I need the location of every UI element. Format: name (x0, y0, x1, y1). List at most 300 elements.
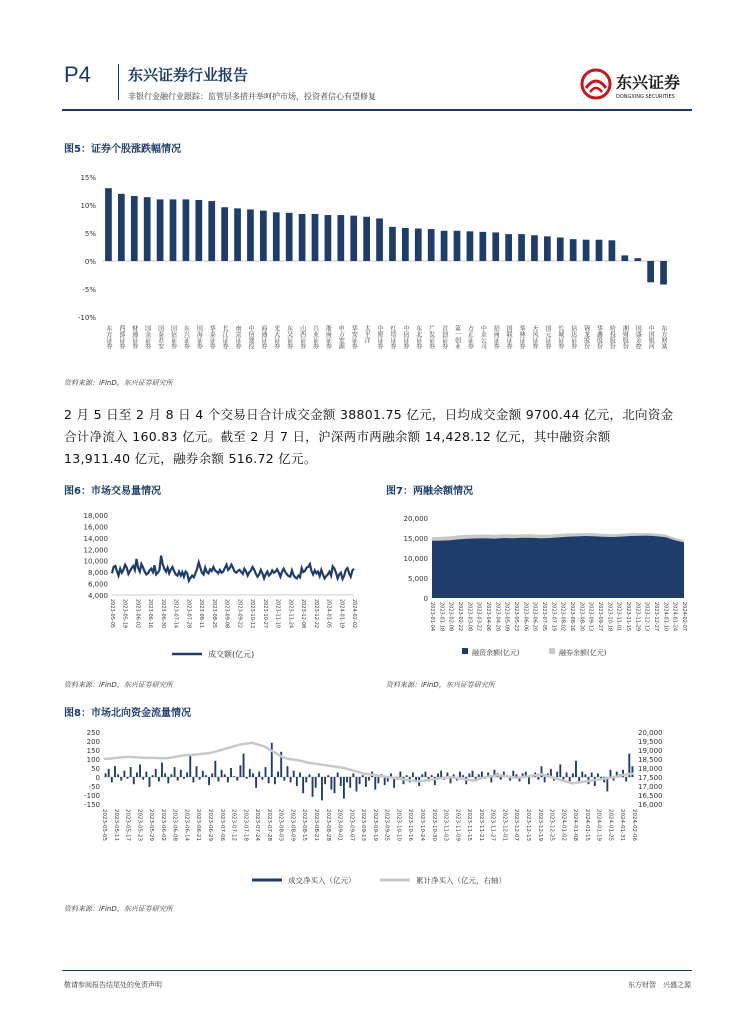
fig8-bar (362, 775, 364, 777)
fig5-category-label: 华林证券 (518, 325, 526, 349)
fig7-xtick-label: 2023-12-27 (653, 602, 659, 632)
fig7-area-financing (432, 536, 684, 598)
fig6-ytick-label: 10,000 (83, 557, 108, 566)
fig5-category-label: 华泰证券 (208, 325, 216, 349)
fig8-bar (145, 772, 147, 777)
fig8-bar (437, 773, 439, 777)
fig7-legend-swatch-short (549, 648, 555, 654)
fig8-bar (243, 754, 245, 777)
fig8-xtick-label: 2023-09-19 (371, 809, 378, 841)
fig5-ytick-label: 0% (84, 258, 96, 266)
fig8-bar (537, 777, 539, 780)
fig8-bar (196, 766, 198, 777)
fig8-bar (130, 767, 132, 777)
fig8-bar (318, 773, 320, 777)
fig5-category-label: 华鑫股份 (595, 325, 603, 349)
fig5-category-label: 招商证券 (492, 325, 500, 349)
fig8-bar (343, 777, 345, 799)
fig8-ytick-right: 16,500 (638, 792, 663, 800)
fig7-ytick-label: 10,000 (403, 555, 428, 563)
fig5-category-label: 东北证券 (414, 325, 422, 349)
fig5-bar (273, 212, 280, 261)
fig8-bar (481, 772, 483, 777)
fig6-xtick-label: 2023-11-10 (274, 599, 281, 629)
fig8-bar (174, 767, 176, 777)
fig7-xtick-label: 2023-06-20 (531, 602, 538, 632)
fig8-title: 图8：市场北向资金流量情况 (64, 708, 191, 719)
fig6-ytick-label: 12,000 (83, 546, 108, 555)
fig8-bar (202, 771, 204, 777)
fig5-category-label: 山西证券 (298, 325, 306, 349)
page-number: P4 (64, 62, 91, 87)
fig8-bar (177, 777, 179, 781)
fig8-bar (352, 773, 354, 777)
fig5-bar (131, 196, 138, 261)
fig8-ytick-left: -100 (84, 792, 100, 800)
fig5-title: 图5：证券个股涨跌幅情况 (64, 144, 181, 155)
fig6-xtick-label: 2023-10-27 (261, 599, 268, 629)
fig5-category-label: 东方财富 (660, 325, 668, 349)
fig8-ytick-right: 20,000 (638, 729, 663, 737)
fig8-bar (290, 777, 292, 782)
fig8-xtick-label: 2024-02-06 (631, 809, 637, 841)
fig5-bar (221, 207, 228, 261)
fig8-xtick-label: 2023-06-29 (207, 809, 213, 841)
fig8-xtick-label: 2023-12-25 (548, 809, 555, 841)
fig8-ytick-left: 250 (86, 729, 100, 737)
fig8-bar (544, 777, 546, 782)
fig5-category-label: 国联证券 (505, 325, 513, 349)
fig8-bar (205, 775, 207, 777)
fig8-bar (192, 777, 194, 782)
fig5-source: 资料来源：iFinD，东兴证券研究所 (64, 379, 173, 387)
fig8-bar (183, 777, 185, 779)
fig8-bar (349, 777, 351, 788)
fig5-category-label: 中原证券 (376, 325, 384, 349)
fig6-source: 资料来源：iFinD，东兴证券研究所 (64, 681, 173, 689)
fig8-bar (233, 776, 235, 777)
fig6-xtick-label: 2023-06-30 (159, 599, 166, 629)
fig8-bar (490, 777, 492, 782)
fig7-xtick-label: 2023-05-23 (513, 602, 519, 632)
fig6-xtick-label: 2023-10-13 (249, 599, 256, 629)
fig8-bar (246, 777, 248, 779)
fig8-bar (406, 775, 408, 777)
fig8-bar (421, 774, 423, 777)
fig7-xtick-label: 2023-11-15 (625, 602, 631, 632)
logo-en: DONGXING SECURITIES (616, 94, 675, 100)
fig8-ytick-right: 18,500 (638, 756, 663, 764)
fig8-bar (227, 777, 229, 782)
fig5-bar (402, 228, 409, 261)
fig5-category-label: 浙商证券 (324, 325, 332, 349)
report-subtitle: 非银行金融行业跟踪：监管层多措并举呵护市场，投资者信心有望修复 (128, 92, 376, 101)
fig8-xtick-label: 2023-09-07 (348, 809, 355, 841)
fig8-bar (377, 777, 379, 783)
fig8-bar (559, 764, 561, 777)
footer-rule (62, 970, 692, 971)
fig8-xtick-label: 2023-08-09 (289, 809, 296, 841)
fig5-bar (183, 199, 190, 261)
fig8-xtick-label: 2023-07-18 (242, 809, 249, 841)
fig8-xtick-label: 2024-01-02 (560, 809, 567, 841)
fig7-xtick-label: 2023-07-05 (541, 602, 547, 632)
fig8-xtick-label: 2023-06-21 (195, 809, 202, 841)
fig8-xtick-label: 2023-05-11 (112, 809, 119, 841)
fig7-xtick-label: 2023-02-22 (457, 602, 463, 632)
fig5-bar (583, 240, 590, 261)
fig7-xtick-label: 2023-09-27 (597, 602, 603, 632)
fig8-bar (581, 772, 583, 777)
fig5-category-label: 天风证券 (530, 325, 538, 349)
fig5-bar (144, 197, 151, 261)
fig5-bar (247, 209, 254, 261)
fig6-series-line (112, 556, 354, 581)
fig5-bar (118, 194, 125, 261)
fig7-ytick-label: 5,000 (407, 575, 428, 583)
fig8-bar (346, 777, 348, 782)
fig8-bar (261, 777, 263, 780)
logo-text: 东兴证券 (616, 73, 681, 92)
fig8-bar (214, 761, 216, 777)
fig8-xtick-label: 2023-11-15 (466, 809, 473, 841)
fig8-bar (625, 777, 627, 782)
fig5-bar (325, 215, 332, 261)
fig5-bar (609, 240, 616, 261)
fig7-xtick-label: 2023-11-01 (615, 602, 622, 632)
fig5-bar (454, 231, 461, 261)
fig8-bar (500, 777, 502, 780)
fig6-ytick-label: 18,000 (83, 512, 108, 520)
fig5-bar (518, 234, 525, 261)
fig8-bar (265, 767, 267, 777)
fig8-bar (594, 777, 596, 786)
fig8-xtick-label: 2023-08-15 (301, 809, 308, 841)
fig8-bar (127, 777, 129, 779)
fig8-bar (399, 772, 401, 777)
fig7-xtick-label: 2023-03-08 (466, 602, 473, 632)
fig7-ytick-label: 20,000 (403, 515, 428, 523)
report-title: 东兴证券行业报告 (128, 66, 249, 84)
fig7-xtick-label: 2023-05-09 (503, 602, 510, 632)
fig8-bar (120, 777, 122, 781)
fig5-category-label: 长城证券 (556, 325, 564, 349)
fig7-xtick-label: 2023-04-20 (494, 602, 501, 632)
fig8-xtick-label: 2023-06-08 (171, 809, 178, 841)
fig7-xtick-label: 2023-06-06 (522, 602, 529, 632)
body-paragraph: 2 月 5 日至 2 月 8 日 4 个交易日合计成交金额 38801.75 亿元，日均成交金额 9700.44 亿元，北向资金合计净流入 160.83 亿元。截至 2 月 7 日，沪深两市两融余额 14,428.12 亿元，其中融资余额 13,911.40 亿元，融券余额 516.72 亿元。 (64, 407, 674, 466)
fig8-bar (556, 772, 558, 777)
fig5-ytick-label: 10% (80, 202, 96, 210)
fig5-bar (479, 232, 486, 261)
fig5-category-label: 长江证券 (221, 325, 229, 349)
fig7-xtick-label: 2023-09-13 (587, 602, 594, 632)
fig8-bar (440, 771, 442, 777)
fig8-bar (108, 769, 110, 777)
fig7-ytick-label: 0 (423, 595, 428, 603)
fig8-xtick-label: 2023-08-21 (313, 809, 319, 841)
fig8-bar (236, 777, 238, 781)
fig7-xtick-label: 2023-04-06 (485, 602, 491, 632)
fig6-xtick-label: 2024-01-19 (338, 599, 345, 629)
fig7-ytick-label: 15,000 (403, 535, 428, 543)
fig8-bar (255, 777, 257, 788)
fig5-category-label: 中金公司 (479, 325, 487, 349)
logo-mark-icon (582, 70, 610, 98)
fig5-bar (544, 236, 551, 261)
fig8-bar (155, 769, 157, 777)
fig8-bar (136, 773, 138, 778)
fig5-bar (557, 237, 564, 261)
fig8-ytick-right: 19,500 (638, 738, 663, 746)
fig8-chart (62, 726, 692, 894)
fig5-bar (531, 235, 538, 261)
fig5-bar (337, 215, 344, 261)
fig8-ytick-left: -50 (88, 783, 100, 791)
fig8-ytick-left: 0 (95, 774, 100, 782)
fig6-ytick-label: 14,000 (83, 534, 108, 543)
fig5-ytick-label: 15% (80, 174, 96, 182)
fig8-bar (431, 775, 433, 777)
fig8-bar (152, 775, 154, 777)
fig8-ytick-left: 150 (86, 747, 100, 755)
fig8-legend-bars: 成交净买入（亿元） (288, 876, 356, 885)
fig8-bar (167, 777, 169, 783)
fig5-category-label: 国盛金控 (634, 325, 642, 349)
fig5-category-label: 财通证券 (130, 325, 138, 349)
fig8-xtick-label: 2023-05-05 (101, 809, 107, 841)
fig5-bar (441, 231, 448, 261)
footer-disclaimer: 敬请参阅报告结尾处的免责声明 (64, 981, 162, 989)
fig8-bar (591, 773, 593, 778)
fig7-xtick-label: 2023-01-18 (438, 602, 445, 632)
fig8-xtick-label: 2023-06-02 (159, 809, 166, 841)
fig5-bar (621, 255, 628, 261)
fig8-bar (312, 777, 314, 797)
fig7-source: 资料来源：iFinD，东兴证券研究所 (386, 681, 495, 689)
fig8-xtick-label: 2024-01-31 (619, 809, 626, 841)
fig5-category-label: 中信证券 (401, 325, 409, 349)
fig5-bar (389, 227, 396, 261)
fig5-bar (157, 199, 164, 261)
fig8-legend-line: 累计净买入（亿元，右轴） (416, 876, 506, 885)
fig5-bar (505, 234, 512, 261)
fig8-xtick-label: 2023-07-24 (254, 809, 261, 841)
fig5-category-label: 东吴证券 (285, 325, 293, 349)
fig8-bar (218, 777, 220, 782)
fig8-bar (584, 774, 586, 777)
fig6-xtick-label: 2023-09-22 (236, 599, 243, 629)
fig8-xtick-label: 2023-10-30 (430, 809, 437, 841)
fig6-xtick-label: 2023-05-05 (109, 599, 115, 629)
fig8-xtick-label: 2023-05-17 (124, 809, 131, 841)
fig8-bar (230, 768, 232, 777)
fig7-xtick-label: 2023-01-04 (429, 602, 435, 632)
fig8-bar (221, 770, 223, 777)
fig8-ytick-left: 200 (86, 738, 100, 746)
fig8-bar (302, 777, 304, 793)
fig5-category-label: 国海证券 (195, 325, 203, 349)
fig8-bar (170, 774, 172, 777)
fig8-bar (359, 777, 361, 784)
fig8-bar (384, 777, 386, 785)
fig8-bar (271, 743, 273, 777)
fig8-source: 资料来源：iFinD，东兴证券研究所 (64, 905, 173, 913)
fig8-bar (472, 771, 474, 777)
fig8-bar (133, 777, 135, 784)
fig5-category-label: 哈投股份 (608, 325, 616, 349)
fig6-xtick-label: 2023-08-11 (198, 599, 205, 629)
fig7-title: 图7：两融余额情况 (386, 486, 473, 497)
fig8-bar (337, 773, 339, 778)
fig8-bar (199, 777, 201, 780)
fig8-xtick-label: 2023-10-24 (419, 809, 425, 841)
fig8-xtick-label: 2023-10-10 (395, 809, 402, 841)
fig5-bar (415, 229, 422, 261)
fig5-category-label: 锦龙股份 (582, 325, 590, 349)
fig6-xtick-label: 2023-07-28 (185, 599, 192, 629)
fig8-bar (334, 777, 336, 793)
fig5-bar (634, 258, 641, 261)
fig7-xtick-label: 2023-02-08 (447, 602, 454, 632)
fig8-bar (180, 770, 182, 777)
fig5-bar (299, 214, 306, 261)
fig8-bar (368, 777, 370, 781)
fig8-bar (425, 772, 427, 777)
fig5-category-label: 申万宏源 (337, 325, 345, 349)
fig5-category-label: 南京证券 (234, 325, 242, 349)
fig8-bar (374, 777, 376, 790)
fig7-legend-financing: 融资余额(亿元) (472, 649, 520, 657)
fig8-bar (139, 764, 141, 777)
fig8-xtick-label: 2023-11-09 (454, 809, 461, 841)
fig8-ytick-right: 17,000 (638, 783, 663, 791)
fig6-ytick-label: 6,000 (87, 580, 108, 589)
fig8-bar (224, 774, 226, 777)
fig8-bar (610, 770, 612, 777)
fig5-bar (492, 232, 499, 261)
fig8-bar (459, 772, 461, 777)
fig8-bar (566, 773, 568, 778)
fig7-legend-swatch-financing (462, 648, 468, 654)
fig7-chart (384, 505, 692, 670)
fig6-xtick-label: 2024-01-05 (325, 599, 332, 629)
fig5-category-label: 东方证券 (104, 325, 112, 349)
fig8-bar (468, 773, 470, 777)
fig8-bar (164, 773, 166, 777)
fig8-bar (239, 765, 241, 777)
fig5-bar (596, 240, 603, 261)
fig5-ytick-label: 5% (84, 230, 96, 238)
fig5-category-label: 东兴证券 (182, 325, 190, 349)
fig8-xtick-label: 2024-01-25 (607, 809, 614, 841)
fig8-bar (305, 777, 307, 782)
fig8-bar (287, 766, 289, 777)
fig8-xtick-label: 2023-09-13 (360, 809, 367, 841)
fig7-xtick-label: 2023-12-13 (643, 602, 650, 632)
fig7-xtick-label: 2023-03-22 (475, 602, 482, 632)
fig8-bar (578, 777, 580, 782)
fig5-bar (105, 188, 112, 261)
fig8-bar (575, 761, 577, 777)
fig6-xtick-label: 2023-12-22 (312, 599, 319, 629)
fig7-xtick-label: 2024-01-24 (671, 602, 678, 632)
fig5-category-label: 首创证券 (440, 325, 448, 349)
fig8-xtick-label: 2023-05-23 (136, 809, 143, 841)
fig8-xtick-label: 2023-07-06 (218, 809, 225, 841)
fig8-bar (105, 773, 107, 777)
fig5-bar (208, 201, 215, 261)
fig8-bar (123, 771, 125, 777)
fig8-xtick-label: 2023-12-01 (501, 809, 508, 841)
fig5-bar (647, 261, 654, 282)
fig7-xtick-label: 2023-11-29 (634, 602, 641, 632)
fig8-xtick-label: 2024-01-19 (595, 809, 602, 841)
fig8-ytick-right: 18,000 (638, 765, 663, 773)
fig8-bar (327, 775, 329, 777)
fig6-legend-label: 成交额(亿元) (208, 650, 255, 659)
fig8-bar (321, 777, 323, 800)
fig6-ytick-label: 16,000 (83, 523, 108, 532)
fig8-bar (114, 766, 116, 777)
fig8-bar (412, 773, 414, 778)
fig8-xtick-label: 2023-12-07 (513, 809, 520, 841)
fig5-bar (234, 208, 241, 261)
fig7-xtick-label: 2023-08-16 (569, 602, 575, 632)
fig8-bar (315, 777, 317, 788)
dongxing-logo (580, 66, 692, 104)
fig8-bar (597, 773, 599, 777)
fig8-bar (462, 775, 464, 777)
fig6-xtick-label: 2023-08-25 (210, 599, 217, 629)
fig5-category-label: 国信证券 (169, 325, 177, 349)
fig8-bar (208, 777, 210, 785)
fig8-bar (356, 777, 358, 791)
fig6-xtick-label: 2023-07-14 (172, 599, 179, 629)
fig5-category-label: 国泰君安 (156, 325, 164, 349)
fig8-bar (258, 772, 260, 777)
fig8-xtick-label: 2023-07-28 (265, 809, 272, 841)
fig8-bar (274, 777, 276, 784)
fig8-ytick-right: 19,000 (638, 747, 663, 755)
fig6-xtick-label: 2024-02-02 (351, 599, 357, 629)
fig5-category-label: 广发证券 (427, 325, 435, 349)
fig8-bar (296, 777, 298, 786)
fig5-category-label: 第一创业 (453, 325, 461, 349)
fig8-xtick-label: 2024-01-15 (583, 809, 590, 841)
fig5-chart (62, 165, 682, 370)
fig8-bar (249, 769, 251, 777)
fig8-bar (211, 773, 213, 777)
fig7-xtick-label: 2023-10-18 (606, 602, 613, 632)
fig8-ytick-left: 50 (91, 765, 100, 773)
fig5-category-label: 海通证券 (259, 325, 267, 349)
fig8-bar (252, 773, 254, 777)
footer-slogan: 东方财智 兴盛之源 (628, 981, 691, 989)
fig8-bar (189, 755, 191, 777)
fig5-category-label: 华安证券 (350, 325, 358, 349)
fig5-bar (170, 199, 177, 261)
fig5-bar (312, 214, 319, 261)
fig5-category-label: 西部证券 (117, 325, 125, 349)
fig5-bar (260, 211, 267, 261)
fig8-xtick-label: 2023-07-12 (230, 809, 237, 841)
fig8-xtick-label: 2023-11-27 (489, 809, 496, 841)
fig7-xtick-label: 2023-08-02 (559, 602, 566, 632)
fig8-bar (142, 777, 144, 780)
fig8-bar (149, 777, 151, 787)
fig8-xtick-label: 2023-12-13 (525, 809, 531, 841)
